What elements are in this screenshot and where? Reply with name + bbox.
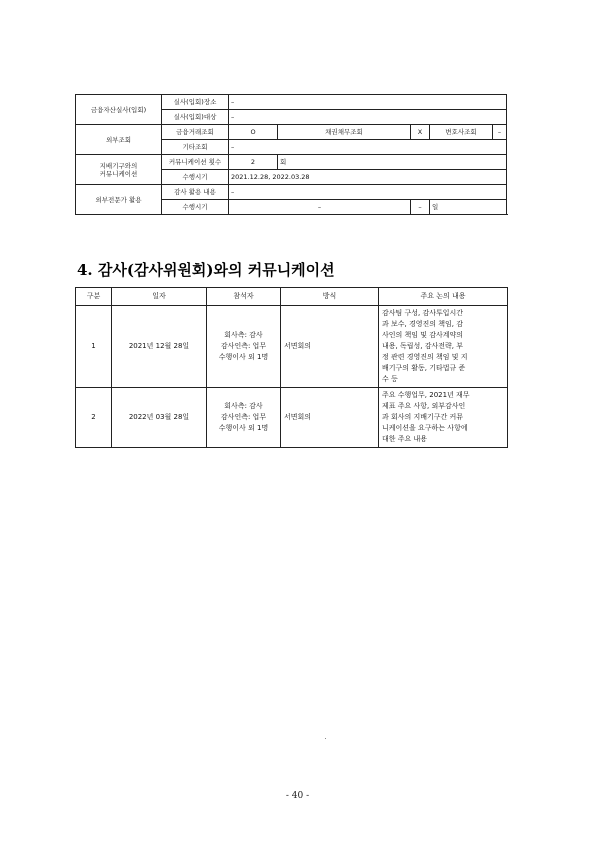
table-row [76,95,507,110]
comm-count-label: 커뮤니케이션 횟수 [162,155,229,170]
governance-comm-label-line1: 지배기구와의 [99,161,138,170]
table-row [76,185,507,200]
section-title: 4. 감사(감사위원회)와의 커뮤니케이션 [77,261,335,279]
financial-inquiry-value: O [229,125,278,140]
page-number: - 40 - [285,791,310,801]
inspection-place-value: – [229,95,507,110]
expert-period-label: 수행시기 [162,200,229,215]
lawyer-inquiry-value: – [493,125,507,140]
table-row [76,306,508,388]
attendees-line: 수행이사 외 1명 [218,424,269,432]
content-line: 배기구의 활동, 기타법규 준 [382,364,466,372]
lawyer-inquiry-label: 변호사조회 [430,125,493,140]
content-line: 니케이션을 요구하는 사항에 [382,424,468,432]
expert-content-label: 감사 활용 내용 [162,185,229,200]
financial-inspection-label: 금융자산실사(입회) [76,95,162,125]
external-expert-label: 외부전문가 활용 [76,185,162,215]
row-attendees [207,388,281,448]
table-header-row [76,288,508,306]
row-content [379,388,508,448]
header-date: 일자 [112,288,207,306]
row-no: 2 [76,388,112,448]
comm-count-unit: 회 [278,155,507,170]
governance-comm-label-line2: 커뮤니케이션 [99,169,138,178]
content-line: 과 회사의 지배기구간 커뮤 [382,413,464,421]
content-line: 과 보수, 경영진의 책임, 감 [382,320,463,328]
row-method: 서면회의 [281,388,379,448]
comm-dates-value: 2021.12.28, 2022.03.28 [229,170,507,185]
table-row [76,388,508,448]
table-row [76,125,507,140]
header-no: 구분 [76,288,112,306]
header-method: 방식 [281,288,379,306]
comm-dates-label: 수행시기 [162,170,229,185]
header-attendees: 참석자 [207,288,281,306]
attendees-line: 수행이사 외 1명 [218,353,269,361]
content-line: 정 관련 경영진의 책임 및 지 [382,353,468,361]
comm-count-value: 2 [229,155,278,170]
row-content [379,306,508,388]
expert-content-value: – [229,185,507,200]
row-date: 2021년 12월 28일 [112,306,207,388]
audit-activity-table [75,94,507,215]
expert-period-from: – [229,200,411,215]
table-row [76,155,507,170]
attendees-line: 감사인측: 업무 [220,342,267,350]
content-line: 사인의 책임 및 감사계약의 [382,331,464,339]
content-line: 대한 주요 내용 [382,435,428,443]
receivable-inquiry-value: X [411,125,430,140]
content-line: 제표 주요 사항, 외부감사인 [382,402,466,410]
governance-comm-label [76,155,162,185]
attendees-line: 감사인측: 업무 [220,413,267,421]
expert-period-to: – [411,200,430,215]
row-method: 서면회의 [281,306,379,388]
content-line: 수 등 [382,375,398,383]
receivable-inquiry-label: 채권채무조회 [278,125,411,140]
content-line: 주요 수행업무, 2021년 재무 [382,391,470,399]
inspection-target-value: – [229,110,507,125]
financial-inquiry-label: 금융거래조회 [162,125,229,140]
other-inquiry-value: – [229,140,507,155]
header-content: 주요 논의 내용 [379,288,508,306]
external-inquiry-label: 외부조회 [76,125,162,155]
scan-speck [325,738,326,739]
communication-table [75,287,508,448]
other-inquiry-label: 기타조회 [162,140,229,155]
row-attendees [207,306,281,388]
inspection-target-label: 실사(입회)대상 [162,110,229,125]
expert-period-unit: 일 [430,200,507,215]
row-date: 2022년 03월 28일 [112,388,207,448]
content-line: 감사팀 구성, 감사투입시간 [382,309,464,317]
attendees-line: 회사측: 감사 [224,331,263,339]
content-line: 내용, 독립성, 감사전략, 부 [382,342,463,350]
inspection-place-label: 실사(입회)장소 [162,95,229,110]
attendees-line: 회사측: 감사 [224,402,263,410]
row-no: 1 [76,306,112,388]
